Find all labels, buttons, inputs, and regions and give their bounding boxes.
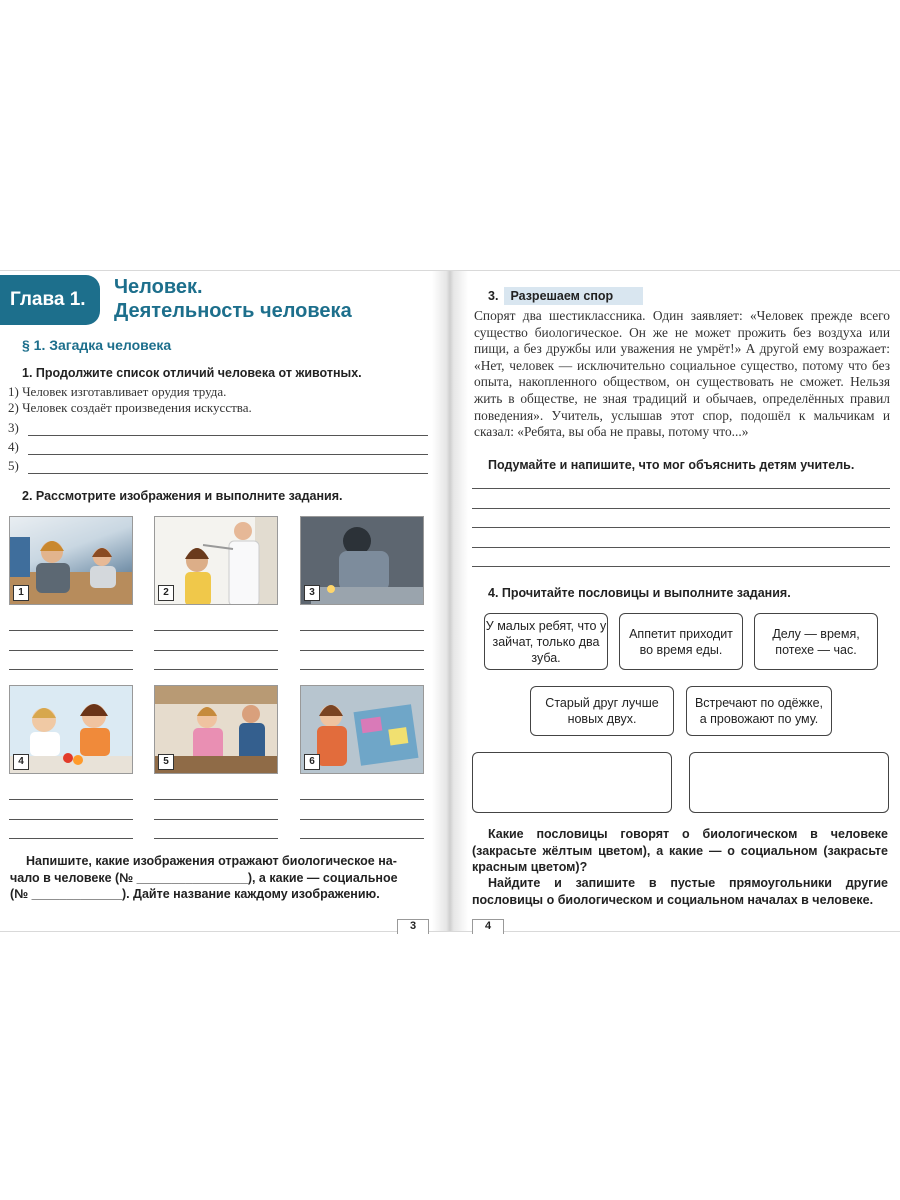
task1-item-3[interactable]	[8, 420, 428, 436]
answer-line[interactable]	[154, 630, 278, 631]
item-number: 5)	[8, 458, 19, 473]
page-number-left: 3	[397, 919, 429, 934]
proverb-card-5[interactable]: Встречают по одёжке, а провожают по уму.	[686, 686, 832, 736]
answer-line[interactable]	[28, 442, 428, 455]
answer-line[interactable]	[154, 799, 278, 800]
task4-question1: Какие пословицы говорят о биологическом в человеке (закрасьте жёлтым цветом), а какие — о социальном (закрасьте красным цветом)?	[472, 827, 888, 874]
answer-line[interactable]	[154, 650, 278, 651]
answer-line[interactable]	[154, 669, 278, 670]
photo-number-badge: 4	[13, 754, 29, 770]
photo-classroom	[9, 516, 133, 605]
instruction-line3: (№ _____________). Дайте название каждому изображению.	[10, 887, 380, 901]
task4-title: 4. Прочитайте пословицы и выполните задания.	[488, 586, 791, 600]
task3-heading	[488, 287, 643, 305]
task1-item-1	[8, 384, 226, 400]
photo-family-kitchen	[154, 685, 278, 774]
left-bottom-instructions	[10, 853, 428, 903]
answer-line[interactable]	[154, 838, 278, 839]
photo-children-eating	[9, 685, 133, 774]
task3-number: 3.	[488, 289, 499, 303]
left-page	[0, 271, 432, 931]
proverb-card-1[interactable]: У малых ребят, что у зайчат, только два зуба.	[484, 613, 608, 670]
answer-line[interactable]	[300, 799, 424, 800]
instruction-line2: чало в человеке (№ ________________), а какие — социальное	[10, 870, 398, 885]
chapter-title-line2: Деятельность человека	[114, 300, 352, 322]
task3-story: Спорят два шестиклассника. Один заявляет: «Человек прежде всего существо биологическое. Он же не может прожить без воздуха или пищи, а без дружбы или уважения не умрёт!» А другой ему возражает: «Нет, человек — исключительно социальное существо, потому что без опыта, накопленного обществом, он существовать не сможет. Нельзя жить в обществе, не зная традиций и обычаев, определённых правил поведения». Учитель, услышав этот спор, подошёл к мальчикам и сказал: «Ребята, вы оба не правы, потому что...»	[474, 308, 890, 440]
photo-number-badge: 2	[158, 585, 174, 601]
item-text: Человек изготавливает орудия труда.	[22, 384, 227, 399]
task1-item-4[interactable]	[8, 439, 428, 455]
task1-title: 1. Продолжите список отличий человека от животных.	[22, 366, 362, 380]
item-number: 3)	[8, 420, 19, 435]
chapter-title-line1: Человек.	[114, 276, 203, 298]
item-number: 1)	[8, 384, 19, 399]
item-text: Человек создаёт произведения искусства.	[22, 400, 252, 415]
photo-number-badge: 5	[158, 754, 174, 770]
task4-question2: Найдите и запишите в пустые прямоугольники другие пословицы о биологическом и социальном началах в человеке.	[472, 876, 888, 907]
section-title: § 1. Загадка человека	[22, 337, 172, 353]
answer-line[interactable]	[9, 838, 133, 839]
empty-proverb-box-2[interactable]	[689, 752, 889, 813]
answer-line[interactable]	[9, 819, 133, 820]
task2-title: 2. Рассмотрите изображения и выполните задания.	[22, 489, 343, 503]
right-page	[468, 271, 900, 931]
item-number: 4)	[8, 439, 19, 454]
answer-line[interactable]	[300, 650, 424, 651]
answer-line[interactable]	[472, 527, 890, 528]
proverb-card-4[interactable]: Старый друг лучше новых двух.	[530, 686, 674, 736]
proverb-card-3[interactable]: Делу — время, потехе — час.	[754, 613, 878, 670]
answer-line[interactable]	[300, 669, 424, 670]
photo-number-badge: 1	[13, 585, 29, 601]
textbook-spread	[0, 270, 900, 932]
answer-line[interactable]	[9, 630, 133, 631]
answer-line[interactable]	[28, 423, 428, 436]
answer-line[interactable]	[154, 819, 278, 820]
answer-line[interactable]	[300, 838, 424, 839]
answer-line[interactable]	[472, 488, 890, 489]
photo-number-badge: 6	[304, 754, 320, 770]
proverb-card-2[interactable]: Аппетит приходит во время еды.	[619, 613, 743, 670]
empty-proverb-box-1[interactable]	[472, 752, 672, 813]
answer-line[interactable]	[472, 508, 890, 509]
instruction-line1: Напишите, какие изображения отражают биологическое на-	[26, 854, 397, 868]
answer-line[interactable]	[9, 669, 133, 670]
answer-line[interactable]	[9, 650, 133, 651]
item-number: 2)	[8, 400, 19, 415]
answer-line[interactable]	[300, 630, 424, 631]
photo-girl-painting	[300, 685, 424, 774]
answer-line[interactable]	[9, 799, 133, 800]
photo-number-badge: 3	[304, 585, 320, 601]
chapter-badge: Глава 1.	[0, 275, 100, 325]
photo-doctor-measuring-child	[154, 516, 278, 605]
answer-line[interactable]	[300, 819, 424, 820]
task3-question: Подумайте и напишите, что мог объяснить детям учитель.	[488, 458, 855, 472]
answer-line[interactable]	[472, 547, 890, 548]
task3-label: Разрешаем спор	[504, 287, 643, 305]
task1-item-5[interactable]	[8, 458, 428, 474]
answer-line[interactable]	[28, 461, 428, 474]
page-number-right: 4	[472, 919, 504, 934]
answer-line[interactable]	[472, 566, 890, 567]
photo-welder	[300, 516, 424, 605]
task1-item-2	[8, 400, 252, 416]
book-spine	[432, 271, 468, 931]
chapter-title	[114, 275, 352, 323]
